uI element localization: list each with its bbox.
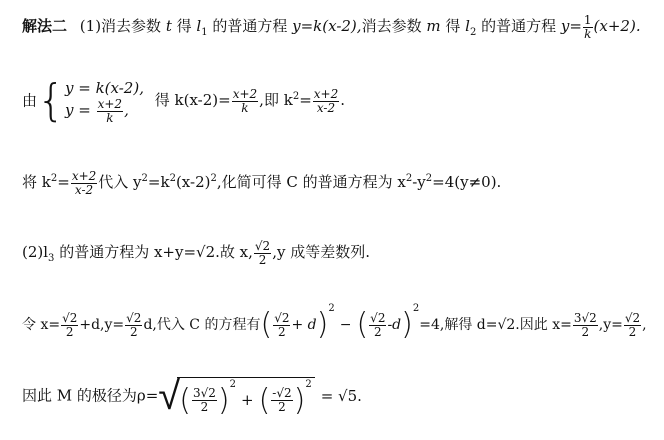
text: , bbox=[124, 101, 129, 120]
frac-den: 2 bbox=[200, 400, 209, 414]
text: ,y= bbox=[598, 317, 623, 333]
text: = bbox=[57, 173, 70, 192]
text: (x+2). bbox=[593, 17, 641, 36]
fraction bbox=[97, 98, 123, 124]
text: 的普通方程为 x+y=√2.故 x, bbox=[54, 243, 253, 262]
frac-num: 3√2 bbox=[573, 310, 597, 325]
system-brace: { bbox=[37, 75, 66, 127]
text: =k bbox=[147, 173, 170, 192]
text: y= bbox=[560, 17, 582, 36]
solution-line-3 bbox=[22, 170, 501, 196]
frac-den: k bbox=[106, 110, 114, 125]
text: − bbox=[339, 317, 352, 333]
left-paren: ( bbox=[258, 382, 271, 418]
left-paren: ( bbox=[356, 307, 369, 342]
superscript: 2 bbox=[141, 173, 148, 185]
frac-num: √2 bbox=[624, 310, 641, 325]
text: (2)l bbox=[22, 243, 49, 262]
exponent: 2 bbox=[328, 303, 335, 314]
frac-num: 3√2 bbox=[192, 386, 216, 401]
text: 因此 M 的极径为ρ= bbox=[22, 386, 159, 405]
fraction bbox=[254, 240, 271, 266]
radicand bbox=[177, 377, 314, 416]
solution-line-5 bbox=[22, 304, 647, 340]
text: 的普通方程 bbox=[207, 17, 293, 36]
frac-den: 2 bbox=[581, 324, 590, 339]
fraction bbox=[61, 312, 78, 338]
radical-sign: √ bbox=[158, 373, 181, 419]
text: 消去参数 bbox=[361, 17, 427, 36]
frac-den: 2 bbox=[373, 324, 382, 339]
var-t: t bbox=[165, 17, 172, 36]
frac-num: -√2 bbox=[272, 386, 292, 401]
var-l2: l bbox=[465, 17, 470, 36]
text: -y bbox=[412, 173, 426, 192]
text: + d bbox=[291, 317, 317, 333]
method-label: 解法二 bbox=[22, 17, 68, 36]
frac-den: x-2 bbox=[316, 100, 336, 115]
equation-system bbox=[65, 78, 144, 124]
solution-line-4 bbox=[22, 240, 370, 266]
frac-num: 1 bbox=[583, 13, 592, 27]
fraction bbox=[313, 88, 339, 114]
fraction bbox=[192, 387, 217, 413]
right-paren: ) bbox=[316, 307, 329, 342]
fraction bbox=[271, 387, 292, 413]
fraction bbox=[369, 312, 386, 338]
frac-den: 2 bbox=[278, 400, 286, 414]
line2-result bbox=[154, 87, 346, 115]
solution-line-2 bbox=[22, 75, 346, 127]
text: = bbox=[299, 91, 312, 110]
frac-den: 2 bbox=[628, 324, 637, 339]
superscript: 2 bbox=[210, 173, 217, 185]
text: =4(y≠0). bbox=[432, 173, 502, 192]
fraction bbox=[573, 312, 598, 338]
text: + bbox=[240, 391, 254, 409]
frac-num: √2 bbox=[274, 310, 290, 325]
text: 由 bbox=[22, 91, 38, 110]
text: , bbox=[642, 317, 647, 333]
var-l1: l bbox=[196, 17, 202, 36]
frac-num: √2 bbox=[370, 310, 386, 325]
superscript: 2 bbox=[50, 173, 58, 185]
text: 得 k(x-2)= bbox=[154, 91, 231, 110]
frac-num: x+2 bbox=[313, 87, 339, 102]
solution-line-1 bbox=[22, 14, 641, 40]
fraction bbox=[232, 88, 258, 114]
text: -d bbox=[387, 317, 402, 333]
text: 的普通方程 bbox=[476, 17, 561, 36]
fraction bbox=[125, 312, 142, 338]
right-paren: ) bbox=[217, 382, 230, 418]
frac-num: √2 bbox=[62, 310, 78, 325]
fraction bbox=[583, 14, 593, 40]
superscript: 2 bbox=[292, 91, 300, 103]
system-row-2: y = bbox=[65, 101, 96, 120]
frac-num: x+2 bbox=[97, 97, 123, 112]
fraction bbox=[624, 312, 641, 338]
system-row-1: y = k(x-2), bbox=[65, 79, 144, 97]
subscript: 2 bbox=[469, 27, 477, 39]
frac-den: 2 bbox=[129, 324, 138, 339]
text: =4,解得 d=√2.因此 x= bbox=[419, 317, 572, 333]
text: ,即 k bbox=[259, 91, 293, 110]
fraction bbox=[273, 312, 290, 338]
frac-den: 2 bbox=[65, 324, 74, 339]
frac-num: √2 bbox=[254, 239, 271, 253]
frac-num: x+2 bbox=[71, 169, 97, 183]
frac-den: k bbox=[584, 26, 592, 41]
superscript: 2 bbox=[169, 173, 176, 185]
superscript: 2 bbox=[405, 173, 413, 185]
right-paren: ) bbox=[293, 382, 306, 418]
frac-den: 2 bbox=[258, 252, 267, 267]
text: 得 bbox=[171, 17, 197, 36]
solution-line-6 bbox=[22, 373, 362, 419]
left-paren: ( bbox=[179, 382, 191, 418]
text: d,代入 C 的方程有 bbox=[143, 317, 261, 333]
text: 将 k bbox=[22, 173, 51, 192]
text: ,化简可得 C 的普通方程为 x bbox=[216, 173, 406, 192]
text: = √5. bbox=[320, 386, 362, 405]
text: 令 x= bbox=[22, 317, 61, 333]
fraction bbox=[71, 170, 97, 196]
text: 消去参数 bbox=[101, 17, 166, 36]
superscript: 2 bbox=[425, 173, 433, 185]
var-m: m bbox=[426, 17, 441, 36]
right-paren: ) bbox=[401, 307, 413, 342]
subscript: 1 bbox=[201, 27, 208, 39]
text: 代入 y bbox=[98, 173, 142, 192]
exponent: 2 bbox=[412, 303, 420, 314]
exponent: 2 bbox=[305, 378, 312, 390]
frac-den: k bbox=[241, 100, 249, 115]
text: ,y 成等差数列. bbox=[272, 243, 370, 262]
frac-num: √2 bbox=[126, 310, 142, 325]
text: . bbox=[340, 91, 346, 110]
text: 得 bbox=[440, 17, 466, 36]
frac-num: x+2 bbox=[232, 87, 258, 102]
text: +d,y= bbox=[79, 317, 125, 333]
text: (x-2) bbox=[175, 173, 211, 192]
subscript: 3 bbox=[48, 253, 55, 265]
equation-l1: y=k(x-2), bbox=[292, 17, 362, 36]
frac-den: 2 bbox=[278, 324, 286, 339]
exponent: 2 bbox=[229, 378, 236, 390]
left-paren: ( bbox=[260, 307, 273, 342]
frac-den: x-2 bbox=[74, 182, 94, 197]
part-number: (1) bbox=[79, 17, 102, 36]
